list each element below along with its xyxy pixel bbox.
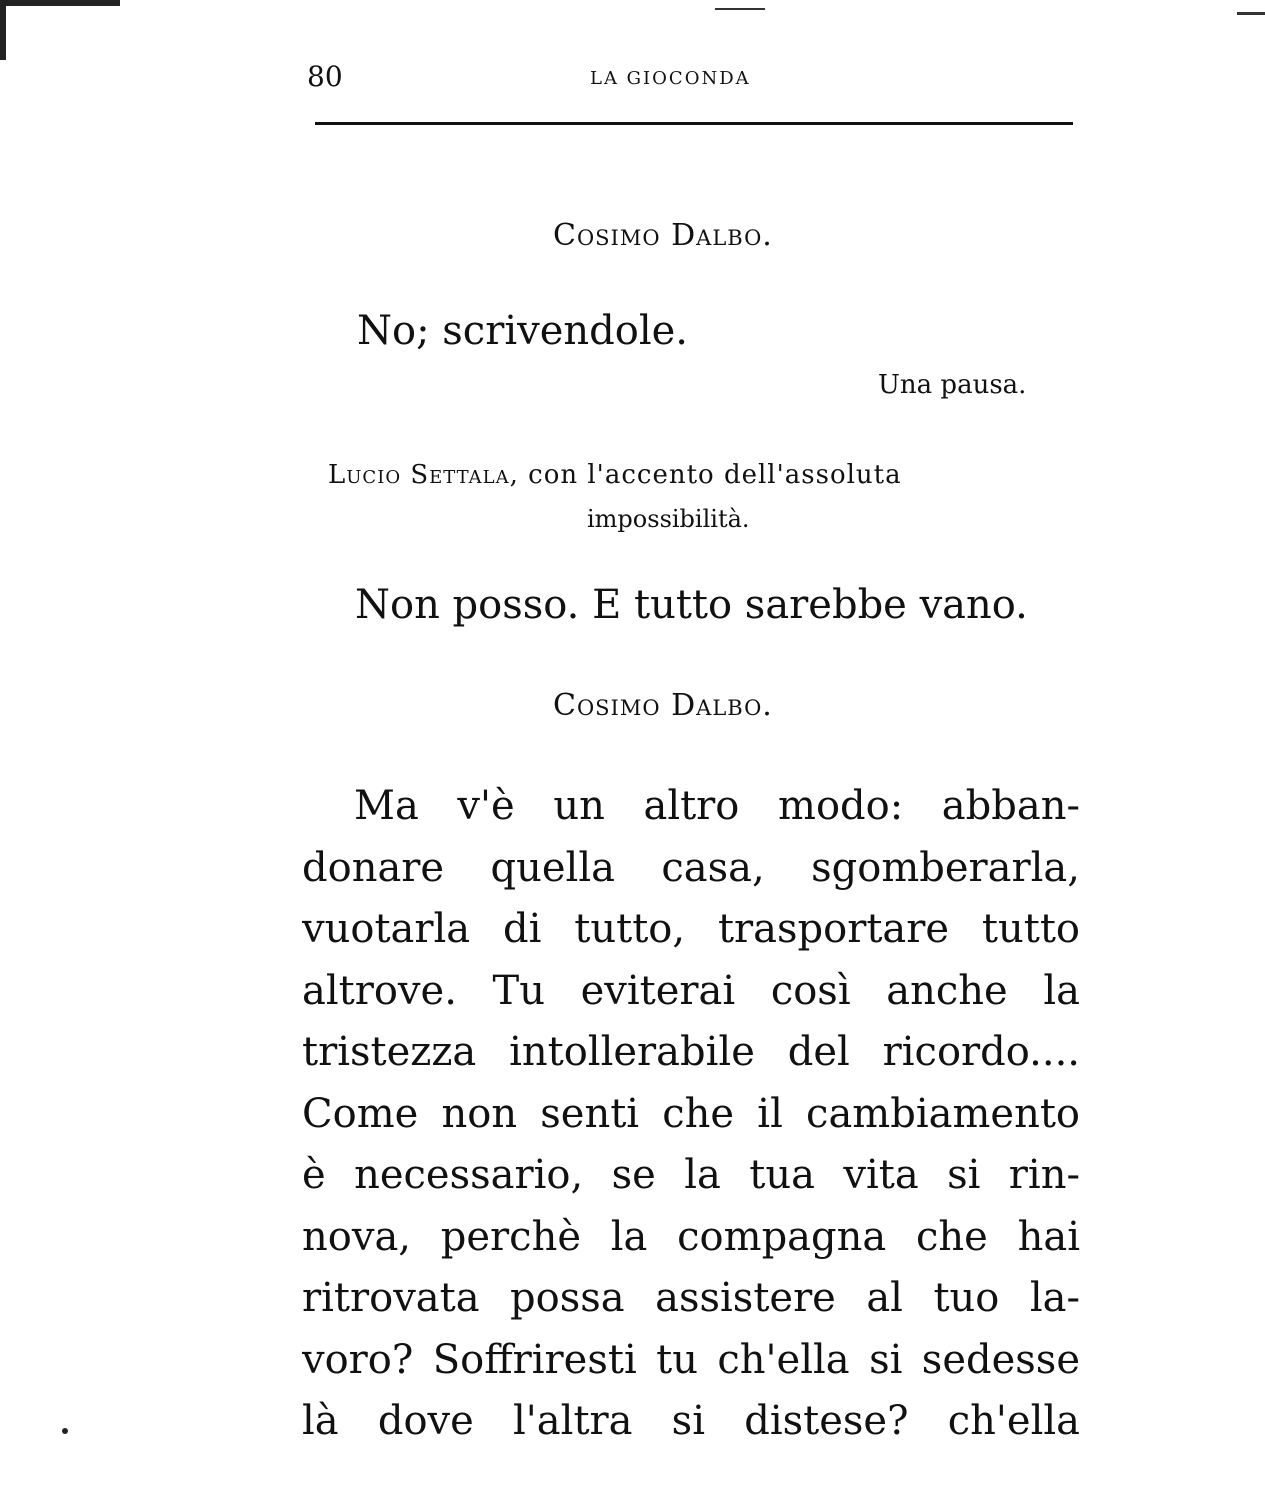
dialogue-paragraph — [302, 776, 1080, 1453]
paragraph-line: è necessario, se la tua vita si rin- — [302, 1152, 1080, 1198]
speaker-with-direction — [328, 460, 902, 490]
stage-direction: con l'accento dell'assoluta — [528, 460, 902, 490]
paragraph-line: vuotarla di tutto, trasportare tutto — [302, 906, 1080, 952]
scan-artifact — [715, 8, 765, 10]
paragraph-line: altrove. Tu eviterai così anche la — [302, 967, 1080, 1014]
paragraph-line: nova, perchè la compagna che hai — [302, 1213, 1080, 1260]
paragraph-line: donare quella casa, sgomberarla, — [302, 844, 1080, 891]
dialogue-line: Non posso. E tutto sarebbe vano. — [355, 582, 1028, 628]
running-title: LA GIOCONDA — [590, 68, 751, 89]
paragraph-line: là dove l'altra si distese? ch'ella — [302, 1398, 1080, 1444]
page-number: 80 — [307, 60, 343, 93]
speaker-name: Cosimo Dalbo. — [553, 688, 773, 723]
speaker-name: Cosimo Dalbo. — [553, 218, 773, 253]
paragraph-line: Ma v'è un altro modo: abban- — [354, 783, 1080, 829]
scan-artifact — [62, 1428, 68, 1434]
speaker-name: Lucio Settala, — [328, 460, 519, 490]
paragraph-line: Come non senti che il cambiamento — [302, 1090, 1080, 1137]
dialogue-line: No; scrivendole. — [357, 308, 689, 354]
header-rule — [315, 122, 1073, 125]
stage-direction: Una pausa. — [878, 370, 1027, 400]
scan-border-mark — [0, 0, 120, 6]
scan-artifact — [1237, 12, 1265, 15]
paragraph-line: ritrovata possa assistere al tuo la- — [302, 1275, 1080, 1321]
paragraph-line: voro? Soffriresti tu ch'ella si sedesse — [302, 1336, 1080, 1383]
paragraph-line: tristezza intollerabile del ricordo.... — [302, 1029, 1080, 1075]
scan-border-mark — [0, 0, 6, 60]
stage-direction-continued: impossibilità. — [587, 505, 750, 533]
